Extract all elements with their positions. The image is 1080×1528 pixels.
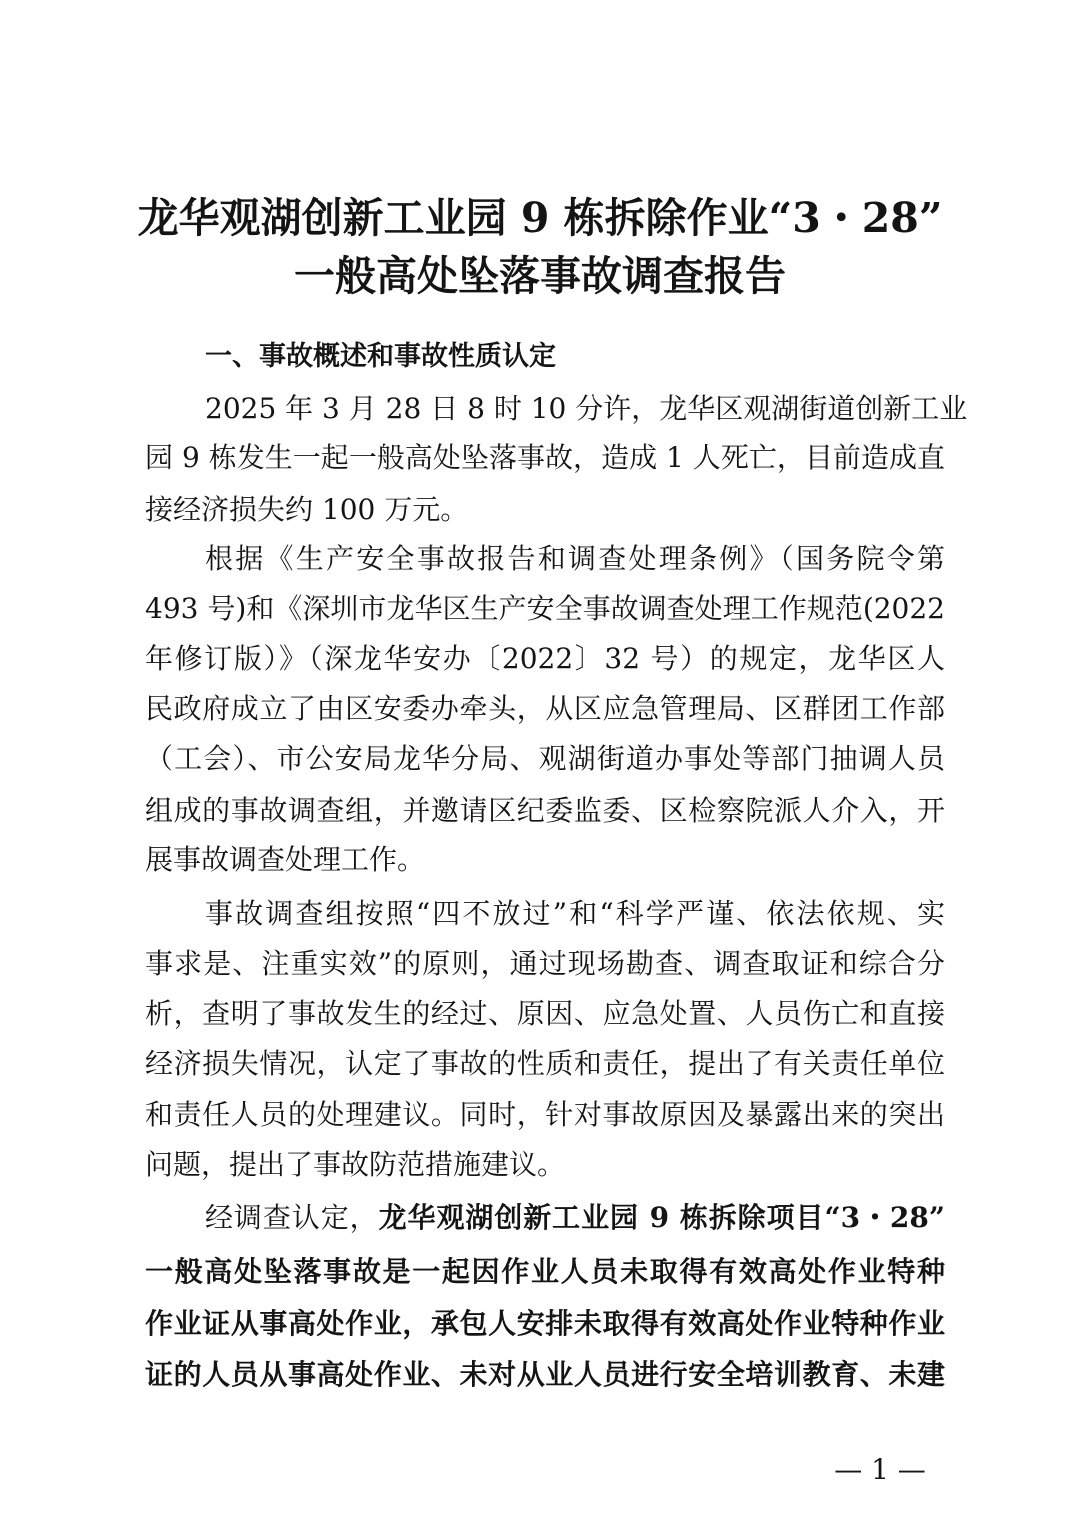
conclusion-line [205,1198,945,1238]
paragraph-line: 展事故调查处理工作。 [145,843,426,876]
paragraph-line: 经济损失情况，认定了事故的性质和责任，提出了有关责任单位 [145,1047,945,1080]
page-number: — 1 — [834,1453,926,1486]
paragraph-line: 民政府成立了由区安委办牵头，从区应急管理局、区群团工作部 [145,692,945,725]
paragraph-line: 493 号)和《深圳市龙华区生产安全事故调查处理工作规范(2022 [145,592,945,625]
paragraph-line: 年修订版）》（深龙华安办〔2022〕32 号）的规定，龙华区人 [145,642,945,675]
paragraph-line: 问题，提出了事故防范措施建议。 [145,1148,566,1181]
report-title-line-1: 龙华观湖创新工业园 9 栋拆除作业“3・28” [137,194,943,242]
conclusion-bold-line: 证的人员从事高处作业、未对从业人员进行安全培训教育、未建 [145,1358,945,1391]
section-heading-1: 一、事故概述和事故性质认定 [205,341,556,372]
conclusion-bold-line: 一般高处坠落事故是一起因作业人员未取得有效高处作业特种 [145,1255,945,1288]
paragraph-line: 2025 年 3 月 28 日 8 时 10 分许，龙华区观湖街道创新工业 [205,392,968,425]
conclusion-bold-start: 龙华观湖创新工业园 9 栋拆除项目“3・28” [378,1201,945,1234]
paragraph-line: （工会）、市公安局龙华分局、观湖街道办事处等部门抽调人员 [145,742,945,775]
paragraph-line: 事求是、注重实效”的原则，通过现场勘查、调查取证和综合分 [145,947,945,980]
conclusion-lead: 经调查认定， [205,1201,379,1234]
report-title-line-2: 一般高处坠落事故调查报告 [294,252,786,300]
conclusion-bold-line: 作业证从事高处作业，承包人安排未取得有效高处作业特种作业 [145,1307,945,1340]
paragraph-line: 组成的事故调查组，并邀请区纪委监委、区检察院派人介入，开 [145,794,945,827]
paragraph-line: 事故调查组按照“四不放过”和“科学严谨、依法依规、实 [205,897,945,930]
paragraph-line: 和责任人员的处理建议。同时，针对事故原因及暴露出来的突出 [145,1098,945,1131]
paragraph-line: 园 9 栋发生一起一般高处坠落事故，造成 1 人死亡，目前造成直 [145,441,945,474]
paragraph-line: 根据《生产安全事故报告和调查处理条例》（国务院令第 [205,542,945,575]
paragraph-line: 接经济损失约 100 万元。 [145,493,469,526]
paragraph-line: 析，查明了事故发生的经过、原因、应急处置、人员伤亡和直接 [145,997,945,1030]
